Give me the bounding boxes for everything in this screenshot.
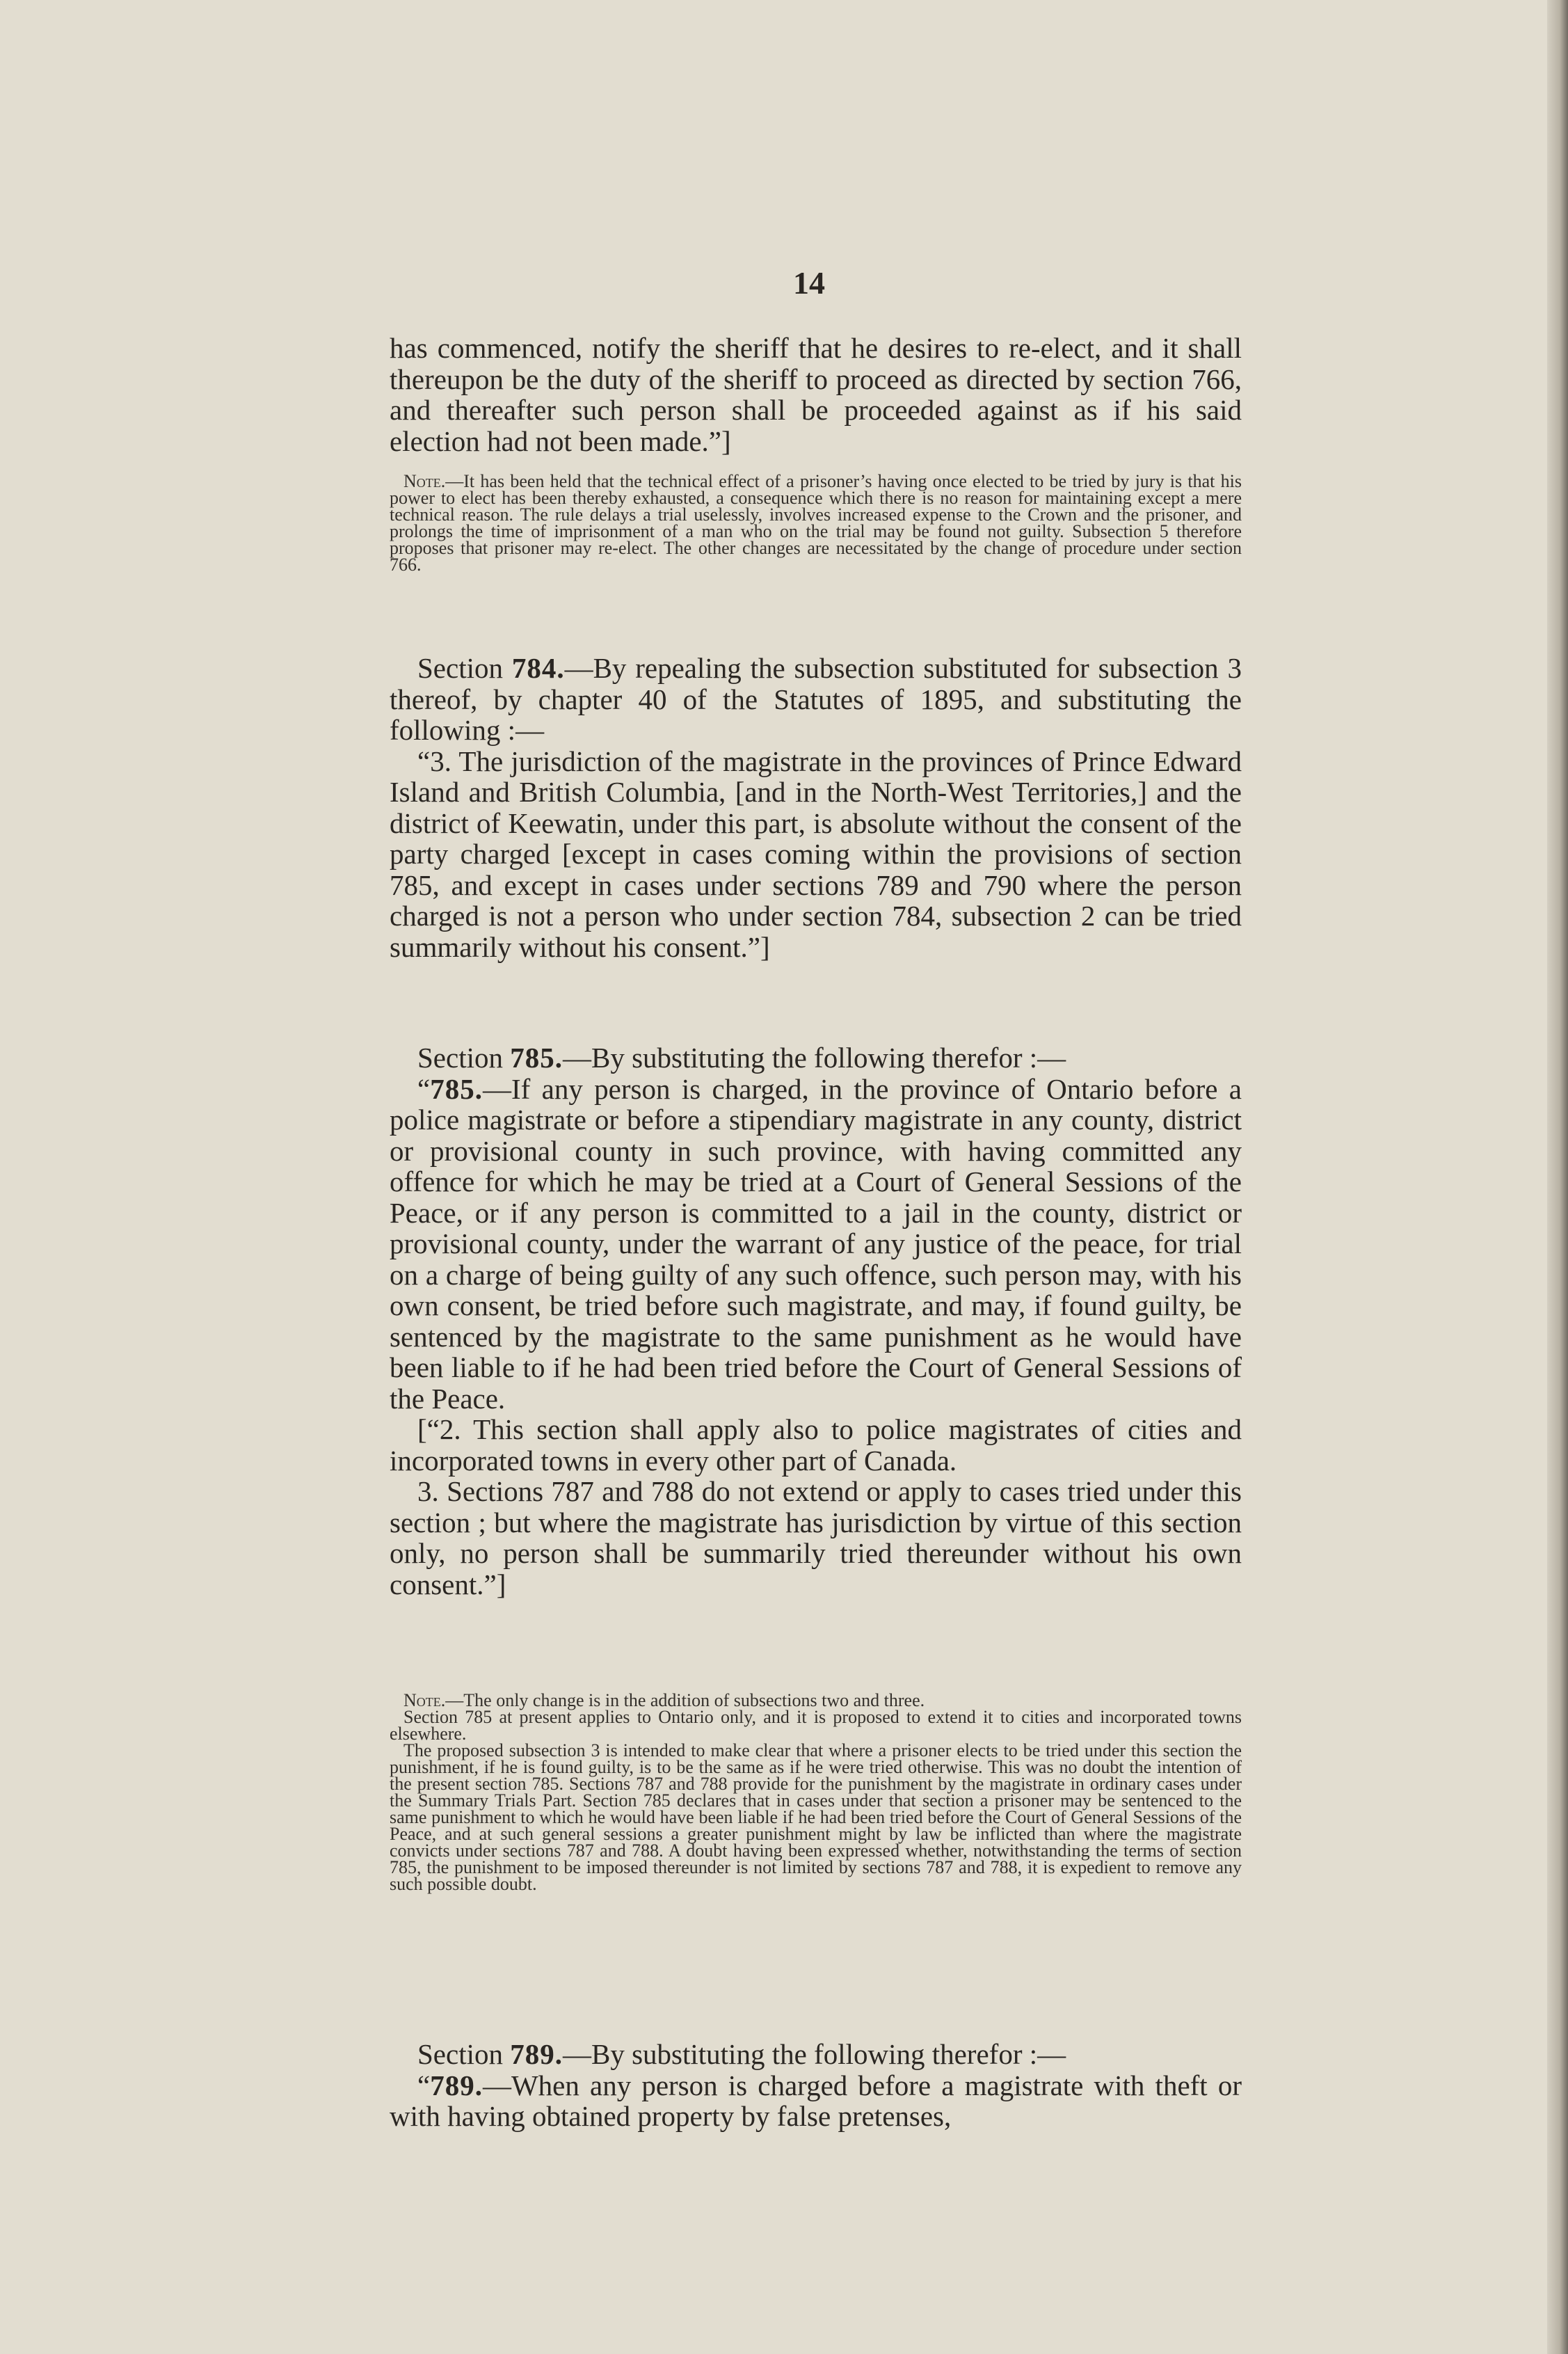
note-text: —It has been held that the technical effect of a prisoner’s having once elected to be tried by jury is that his power to elect has been thereby exhausted, a consequence which there is no reason for maintaining except a mere technical reason. The rule delays a trial uselessly, involves increased expense to the Crown and the prisoner, and prolongs the time of imprisonment of a man who on the trial may be found not guilty. Subsection 5 therefore proposes that prisoner may re-elect. The other changes are necessitated by the change of procedure under section 766. (390, 471, 1242, 575)
quote-open: “ (417, 2069, 431, 2101)
quoted-section-number: 789. (430, 2069, 483, 2101)
quoted-section-number: 785. (430, 1072, 483, 1105)
section-prefix: Section (417, 2038, 511, 2070)
section-789-paragraph-1 (390, 2070, 1242, 2132)
paragraph-text: —When any person is charged before a magistrate with theft or with having obtained property by false pretenses, (390, 2069, 1242, 2132)
section-784-heading (390, 653, 1242, 746)
section-784 (390, 653, 1242, 962)
note-label: Note. (403, 1690, 446, 1710)
note-label: Note. (403, 471, 446, 491)
section-785-paragraph-2: [“2. This section shall apply also to police magistrates of cities and incorporated towns in every other part of Canada. (390, 1413, 1242, 1477)
section-lead: —By substituting the following therefor :— (562, 1042, 1066, 1074)
continuation-paragraph: has commenced, notify the sheriff that he desires to re-elect, and it shall thereupon be the duty of the sheriff to proceed as directed by section 766, and thereafter such person shall be proceeded against as if his said election had not been made.”] (390, 332, 1242, 457)
section-prefix: Section (417, 652, 512, 684)
note-text: —The only change is in the addition of subsections two and three. (445, 1690, 925, 1710)
section-number: 789. (510, 2038, 563, 2070)
section-785-paragraph-3: 3. Sections 787 and 788 do not extend or apply to cases tried under this section ; but where the magistrate has jurisdiction by virtue of this section only, no person shall be summarily tried thereunder without his own consent.”] (390, 1475, 1242, 1600)
note-paragraph (390, 473, 1242, 573)
section-prefix: Section (417, 1042, 511, 1074)
note-785 (390, 1692, 1242, 1893)
note-paragraph: The proposed subsection 3 is intended to make clear that where a prisoner elects to be tried under this section the punishment, if he is found guilty, is to be the same as if he were tried otherwise. This was no doubt the intention of the present section 785. Sections 787 and 788 provide for the punishment by the magistrate in ordinary cases under the Summary Trials Part. Section 785 declares that in cases under that section a prisoner may be sentenced to the same punishment to which he would have been liable if he had been tried before the Court of General Sessions of the Peace, and at such general sessions a greater punishment might by law be inflicted than where the magistrate convicts under sections 787 and 788. A doubt having been expressed whether, notwithstanding the terms of section 785, the punishment to be imposed thereunder is not limited by sections 787 and 788, it is expedient to remove any such possible doubt. (390, 1740, 1242, 1894)
section-785-heading (390, 1042, 1242, 1074)
section-784-paragraph: “3. The jurisdiction of the magistrate in the provinces of Prince Edward Island and British Columbia, [and in the North-West Territories,] and the district of Keewatin, under this part, is absolute without the consent of the party charged [except in cases coming within the provisions of section 785, and except in cases under sections 789 and 790 where the person charged is not a person who under section 784, subsection 2 can be tried summarily without his consent.”] (390, 745, 1242, 963)
section-number: 785. (510, 1042, 563, 1074)
note-paragraph: Section 785 at present applies to Ontario only, and it is proposed to extend it to cities and incorporated towns elsewhere. (390, 1707, 1242, 1744)
continuation-text (390, 333, 1242, 456)
section-789 (390, 2039, 1242, 2132)
section-lead: —By substituting the following therefor :— (562, 2038, 1066, 2070)
note-766 (390, 473, 1242, 573)
paragraph-text: —If any person is charged, in the province of Ontario before a police magistrate or before a stipendiary magistrate in any county, district or provisional county in such province, with having committed any offence for which he may be tried at a Court of General Sessions of the Peace, or if any person is committed to a jail in the county, district or provisional county, under the warrant of any justice of the peace, for trial on a charge of being guilty of any such offence, such person may, with his own consent, be tried before such magistrate, and may, if found guilty, be sentenced by the magistrate to the same punishment as he would have been liable to if he had been tried before the Court of General Sessions of the Peace. (390, 1072, 1242, 1415)
page-number: 14 (793, 265, 825, 301)
quote-open: “ (417, 1072, 431, 1105)
section-785 (390, 1042, 1242, 1600)
section-785-paragraph-1 (390, 1074, 1242, 1415)
page-edge-shadow (1547, 0, 1568, 2354)
section-number: 784. (511, 652, 565, 684)
section-789-heading (390, 2039, 1242, 2070)
section-lead: —By repealing the subsection substituted for subsection 3 thereof, by chapter 40 of the Statutes of 1895, and substituting the following :— (390, 652, 1242, 746)
